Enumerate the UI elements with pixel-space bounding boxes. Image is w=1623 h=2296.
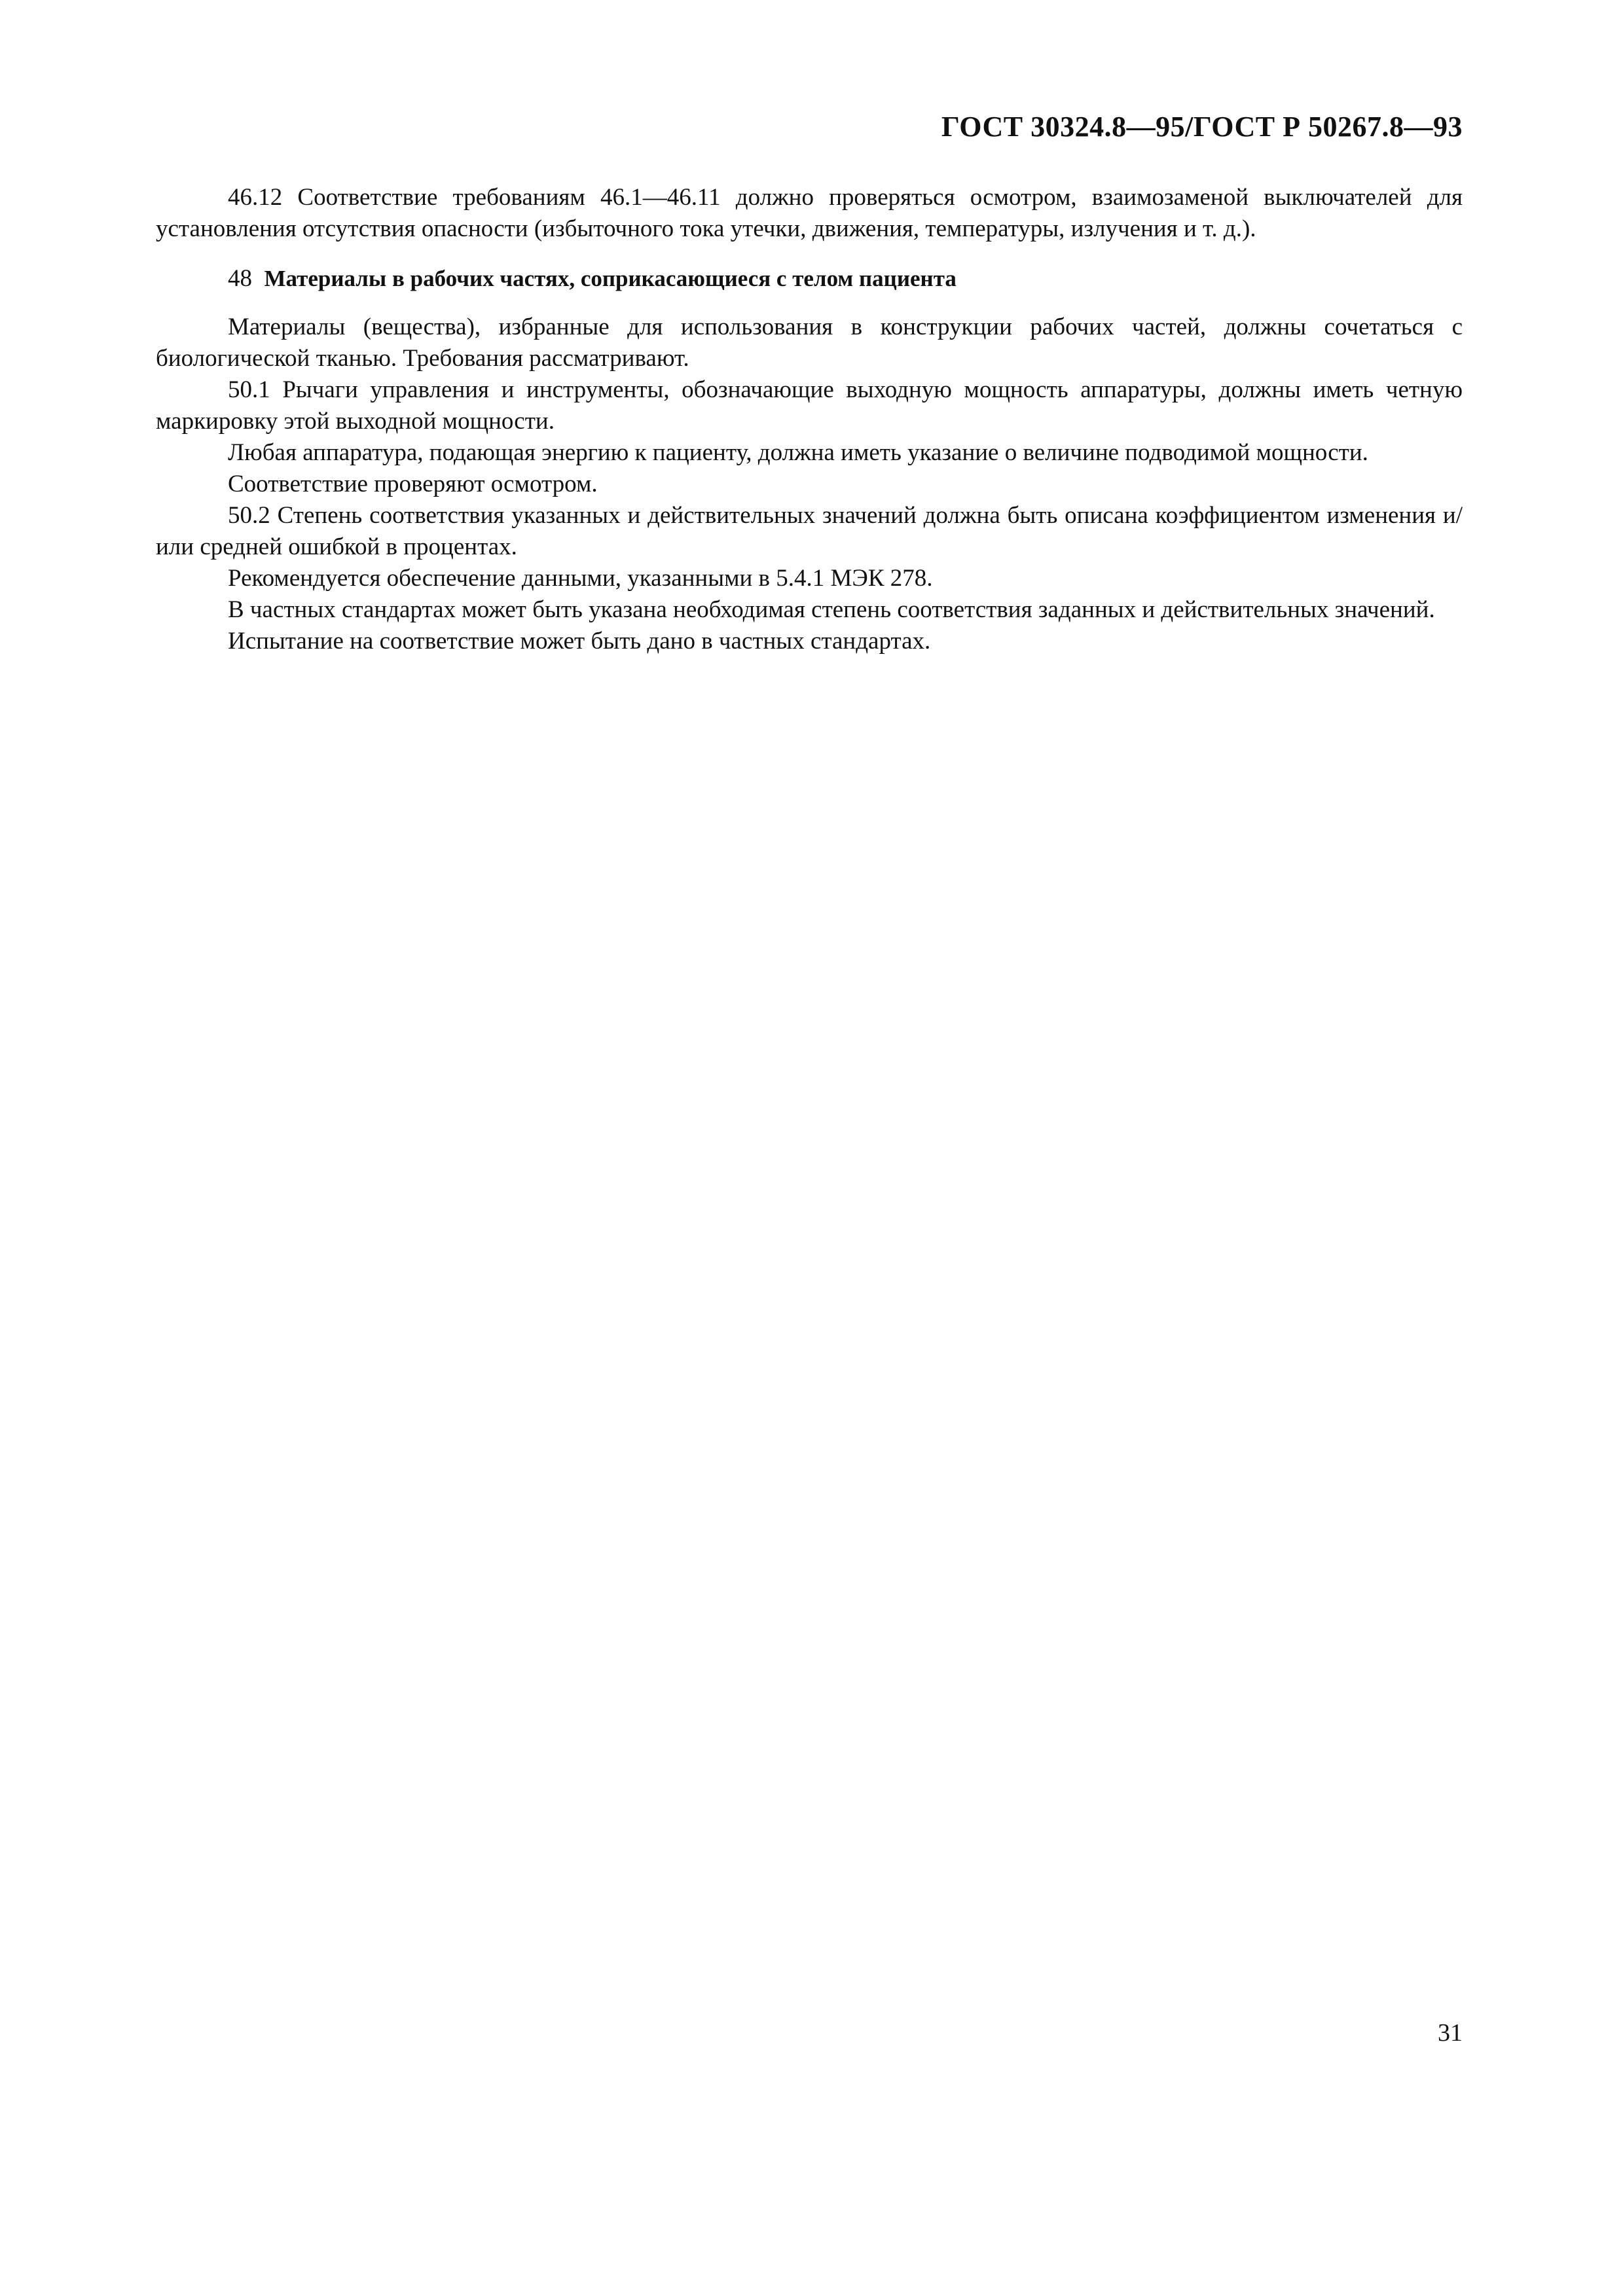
section-title: Материалы в рабочих частях, соприкасающиеся с телом пациента <box>264 266 957 291</box>
section-heading-48 <box>156 263 1463 295</box>
paragraph-50-1: 50.1 Рычаги управления и инструменты, обозначающие выходную мощность аппаратуры, должны иметь четную маркировку этой выходной мощности. <box>156 376 1463 435</box>
paragraph-compliance: Соответствие проверяют осмотром. <box>228 471 598 497</box>
document-header: ГОСТ 30324.8—95/ГОСТ Р 50267.8—93 <box>941 111 1463 143</box>
paragraph-50-2: 50.2 Степень соответствия указанных и действительных значений должна быть описана коэффициентом изменения и/или средней ошибкой в процентах. <box>156 502 1463 560</box>
paragraph-materials: Материалы (вещества), избранные для использования в конструкции рабочих частей, должны сочетаться с биологической тканью. Требования рассматривают. <box>156 314 1463 372</box>
document-body <box>156 182 1463 657</box>
paragraph-testing: Испытание на соответствие может быть дано в частных стандартах. <box>228 628 931 655</box>
paragraph-recommendation: Рекомендуется обеспечение данными, указанными в 5.4.1 МЭК 278. <box>228 565 933 592</box>
page-number: 31 <box>1438 2019 1463 2047</box>
paragraph-46-12: 46.12 Соответствие требованиям 46.1—46.11 должно проверяться осмотром, взаимозаменой выключателей для установления отсутствия опасности (избыточного тока утечки, движения, температуры, излучения и т. д.). <box>156 184 1463 242</box>
section-number: 48 <box>228 265 252 292</box>
paragraph-particular-standards: В частных стандартах может быть указана необходимая степень соответствия заданных и действительных значений. <box>228 596 1435 623</box>
paragraph-energy: Любая аппаратура, подающая энергию к пациенту, должна иметь указание о величине подводимой мощности. <box>228 439 1368 466</box>
